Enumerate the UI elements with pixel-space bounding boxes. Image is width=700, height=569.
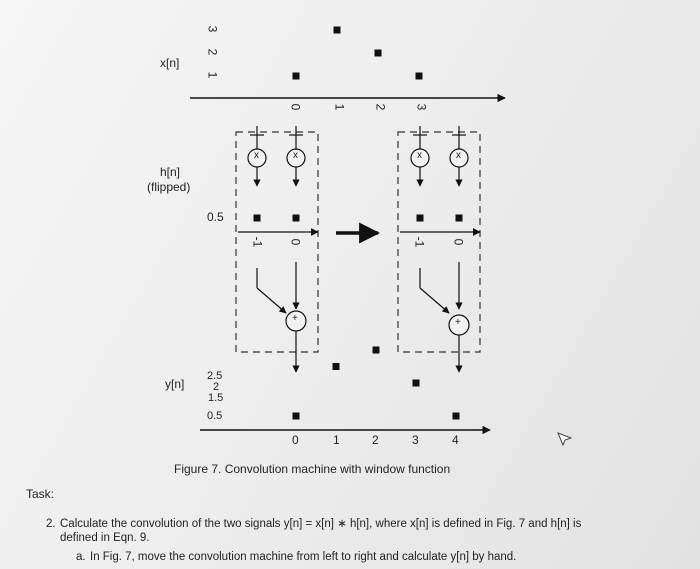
y-ytick-2-5: 2.5	[207, 370, 223, 382]
x-ntick-3: 3	[414, 103, 429, 111]
h-samples	[254, 215, 463, 222]
x-signal-label: x[n]	[160, 56, 180, 70]
x-ytick-2: 2	[205, 48, 220, 56]
y-sample-0	[293, 413, 300, 420]
sum-path-left-b	[257, 288, 286, 313]
y-ytick-0-5: 0.5	[207, 410, 223, 422]
y-sample-3	[413, 380, 420, 387]
y-ntick-1: 1	[333, 433, 340, 447]
h-level-label: 0.5	[207, 210, 224, 224]
y-ytick-2: 2	[213, 381, 220, 393]
h-window0-sample-0	[254, 215, 261, 222]
x-ntick-2: 2	[373, 103, 388, 111]
h-left-tick-minus1: -1	[250, 236, 265, 248]
h-right-tick-minus1: -1	[412, 236, 427, 248]
y-signal-label: y[n]	[165, 377, 185, 391]
h-left-tick-0: 0	[288, 238, 303, 246]
y-ntick-4: 4	[452, 433, 459, 447]
mouse-pointer-icon	[557, 432, 573, 446]
task-subitem-text: In Fig. 7, move the convolution machine from left to right and calculate y[n] by hand.	[90, 551, 517, 563]
x-samples	[293, 27, 423, 80]
y-ntick-2: 2	[372, 433, 379, 447]
y-ytick-1-5: 1.5	[208, 392, 224, 404]
task-item	[46, 517, 620, 563]
h-right-tick-0: 0	[451, 238, 466, 246]
x-sample-1	[334, 27, 341, 34]
x-ntick-0: 0	[288, 103, 303, 111]
task-heading: Task:	[26, 487, 55, 501]
multiply-symbol-right-a: x	[417, 150, 422, 161]
sum-path-right-b	[420, 288, 449, 313]
multiply-symbol-left-a: x	[254, 150, 259, 161]
multiply-symbol-left-b: x	[293, 150, 298, 161]
sum-symbol-left: +	[292, 313, 298, 324]
y-sample-2	[373, 347, 380, 354]
y-sample-4	[453, 413, 460, 420]
x-ytick-3: 3	[205, 25, 220, 33]
task-subitem-letter: a.	[76, 551, 86, 563]
sum-symbol-right: +	[455, 317, 461, 328]
x-ntick-1: 1	[332, 103, 347, 111]
x-sample-2	[375, 50, 382, 57]
figure-caption: Figure 7. Convolution machine with window function	[174, 462, 451, 476]
task-item-number: 2.	[46, 518, 56, 530]
x-sample-0	[293, 73, 300, 80]
h-window1-sample-1	[456, 215, 463, 222]
x-ytick-1: 1	[205, 71, 220, 79]
h-signal-sublabel: (flipped)	[147, 180, 191, 194]
h-window0-sample-1	[293, 215, 300, 222]
task-subitem	[76, 550, 517, 564]
x-sample-3	[416, 73, 423, 80]
multiply-symbol-right-b: x	[456, 150, 461, 161]
y-ntick-0: 0	[292, 433, 299, 447]
h-signal-label: h[n]	[160, 165, 181, 179]
y-samples	[293, 347, 460, 420]
h-window1-sample-0	[417, 215, 424, 222]
task-item-text: Calculate the convolution of the two signals y[n] = x[n] ∗ h[n], where x[n] is defined in Fig. 7 and h[n] is defined in Eqn. 9.	[60, 518, 582, 544]
y-sample-1	[333, 363, 340, 370]
y-ntick-3: 3	[412, 433, 419, 447]
